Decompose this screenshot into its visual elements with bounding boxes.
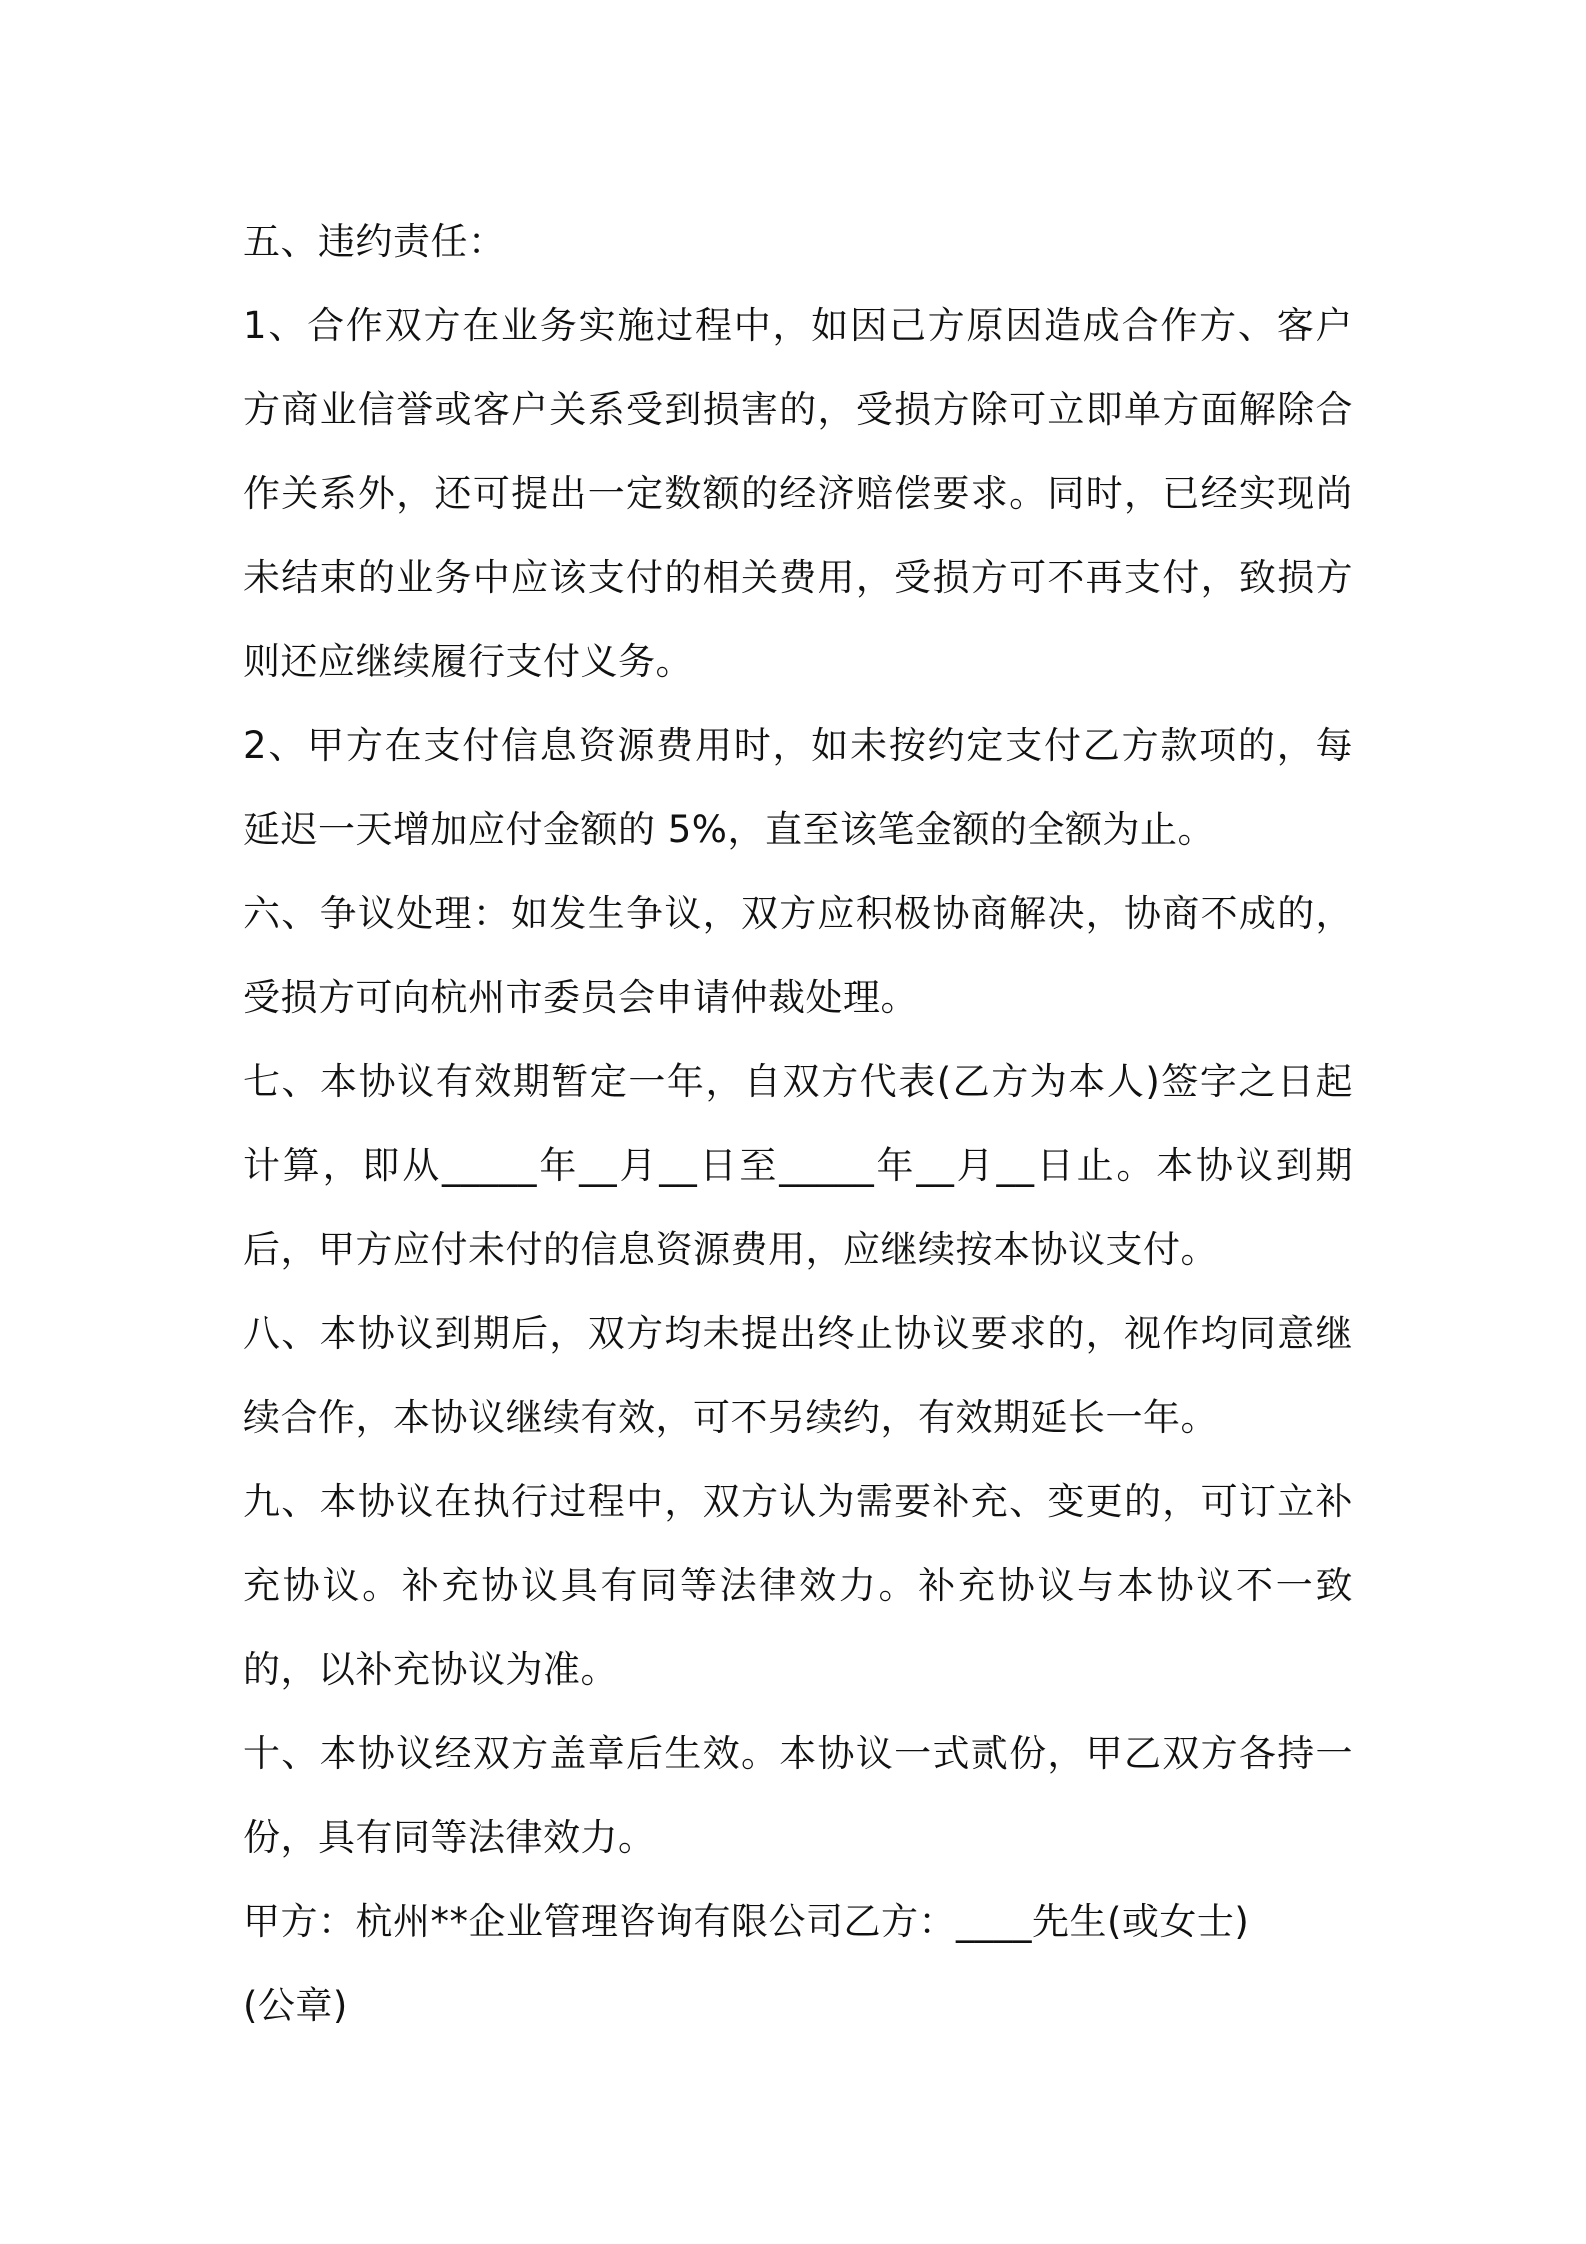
paragraph-clause-2: 2、甲方在支付信息资源费用时，如未按约定支付乙方款项的，每延迟一天增加应付金额的 5%，直至该笔金额的全额为止。 [243,724,1353,851]
paragraph-supplement: 九、本协议在执行过程中，双方认为需要补充、变更的，可订立补充协议。补充协议具有同等法律效力。补充协议与本协议不一致的，以补充协议为准。 [243,1480,1353,1691]
paragraph-effect: 十、本协议经双方盖章后生效。本协议一式贰份，甲乙双方各持一份，具有同等法律效力。 [243,1732,1353,1859]
paragraph-dispute: 六、争议处理：如发生争议，双方应积极协商解决，协商不成的，受损方可向杭州市委员会申请仲裁处理。 [243,892,1353,1019]
paragraph-clause-1: 1、合作双方在业务实施过程中，如因己方原因造成合作方、客户方商业信誉或客户关系受到损害的，受损方除可立即单方面解除合作关系外，还可提出一定数额的经济赔偿要求。同时，已经实现尚未结束的业务中应该支付的相关费用，受损方可不再支付，致损方则还应继续履行支付义务。 [243,304,1353,683]
seal-note: (公章) [243,1984,348,2027]
document-body [243,200,1353,2048]
paragraph-validity: 七、本协议有效期暂定一年，自双方代表(乙方为本人)签字之日起计算，即从_____年__月__日至_____年__月__日止。本协议到期后，甲方应付未付的信息资源费用，应继续按本协议支付。 [243,1060,1353,1271]
section-heading-breach: 五、违约责任： [243,220,506,263]
paragraph-renewal: 八、本协议到期后，双方均未提出终止协议要求的，视作均同意继续合作，本协议继续有效，可不另续约，有效期延长一年。 [243,1312,1353,1439]
signature-line: 甲方：杭州**企业管理咨询有限公司乙方：____先生(或女士) [243,1900,1250,1943]
